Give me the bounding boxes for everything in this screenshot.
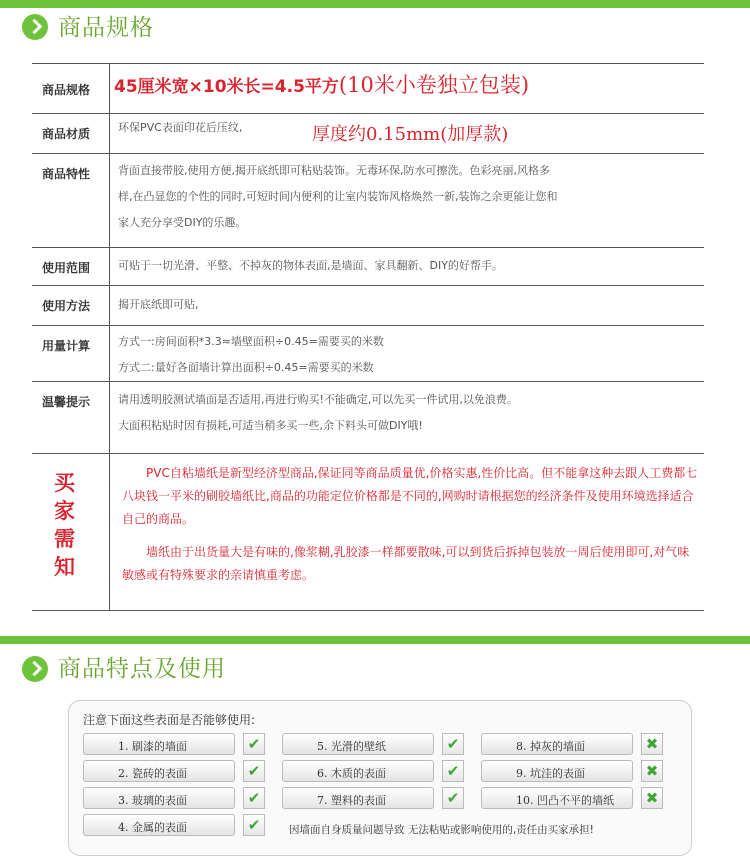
spec-table: [32, 63, 704, 611]
check-icon: ✔: [243, 814, 265, 836]
check-icon: ✔: [243, 787, 265, 809]
usage-item-label: 4. 金属的表面: [83, 814, 235, 836]
section-title: 商品特点及使用: [58, 656, 226, 682]
usage-item-label: 9. 坑洼的表面: [481, 760, 633, 782]
usage-box: [68, 700, 692, 856]
chevron-right-icon: [22, 656, 48, 682]
check-icon: ✔: [243, 733, 265, 755]
usage-item-label: 2. 瓷砖的表面: [83, 760, 235, 782]
section-header-spec: [0, 0, 750, 44]
row-label: 用量计算: [32, 326, 110, 381]
notice-paragraph: 墙纸由于出货量大是有味的,像浆糊,乳胶漆一样都要散味,可以到货后拆掉包装放一周后使用即可,对气味敏感或有特殊要求的亲请慎重考虑。: [122, 545, 690, 582]
header-bar: [0, 0, 750, 8]
row-label: 商品材质: [32, 114, 110, 153]
check-icon: ✔: [442, 760, 464, 782]
row-range: [32, 248, 704, 286]
row-content: [110, 64, 704, 102]
row-content: [110, 114, 704, 145]
usage-item-label: 6. 木质的表面: [282, 760, 434, 782]
notice-title: 买家需知: [54, 471, 75, 579]
tips-line: 请用透明胶测试墙面是否适用,再进行购买!不能确定,可以先买一件试用,以免浪费。: [118, 393, 518, 406]
usage-item-label: 3. 玻璃的表面: [83, 787, 235, 809]
check-icon: ✔: [442, 733, 464, 755]
section-header-usage: [0, 636, 750, 680]
row-spec: [32, 64, 704, 114]
cross-icon: ✖: [641, 733, 663, 755]
row-feature: [32, 154, 704, 248]
thickness-text: 厚度约0.15mm(加厚款): [312, 124, 509, 145]
usage-item-label: 5. 光滑的壁纸: [282, 733, 434, 755]
row-content: [110, 454, 704, 587]
row-calc: [32, 326, 704, 382]
pack-text: (10米小卷独立包装): [338, 73, 530, 97]
chevron-right-icon: [22, 14, 48, 40]
row-label: 商品规格: [32, 64, 110, 113]
usage-title: 注意下面这些表面是否能够使用:: [83, 713, 256, 727]
row-tips: [32, 382, 704, 454]
usage-item-label: 10. 凹凸不平的墙纸: [481, 787, 633, 809]
feature-line: 样,在凸显您的个性的同时,可短时间内便利的让室内装饰风格焕然一新,装饰之余更能让您和: [118, 190, 558, 203]
row-label: 使用方法: [32, 286, 110, 325]
cross-icon: ✖: [641, 760, 663, 782]
row-content: [110, 154, 704, 236]
row-content: [110, 382, 704, 439]
row-notice: [32, 454, 704, 611]
notice-label-cell: [32, 454, 110, 610]
notice-paragraph: PVC自粘墙纸是新型经济型商品,保证同等商品质量优,价格实惠,性价比高。但不能拿这种去跟人工费都七八块钱一平米的刷胶墙纸比,商品的功能定位价格都是不同的,网购时请根据您的经济条件及使用环境选择适合自己的商品。: [122, 466, 698, 526]
row-label: 商品特性: [32, 154, 110, 247]
usage-item-label: 8. 掉灰的墙面: [481, 733, 633, 755]
tips-line: 大面积粘贴时因有损耗,可适当稍多买一些,余下料头可做DIY哦!: [118, 419, 423, 432]
check-icon: ✔: [243, 760, 265, 782]
usage-item-label: 1. 刷漆的墙面: [83, 733, 235, 755]
row-content: 揭开底纸即可贴,: [118, 298, 199, 311]
section-title: 商品规格: [58, 15, 154, 41]
row-label: 使用范围: [32, 248, 110, 285]
usage-note: 因墙面自身质量问题导致 无法粘贴或影响使用的,责任由买家承担!: [289, 824, 594, 836]
check-icon: ✔: [442, 787, 464, 809]
row-label: 温馨提示: [32, 382, 110, 453]
row-method: [32, 286, 704, 326]
header-bar: [0, 636, 750, 644]
cross-icon: ✖: [641, 787, 663, 809]
usage-item-label: 7. 塑料的表面: [282, 787, 434, 809]
calc-line: 方式一:房间面积*3.3≈墙壁面积÷0.45=需要买的米数: [118, 335, 384, 348]
feature-line: 家人充分享受DIY的乐趣。: [118, 216, 247, 229]
material-text: 环保PVC表面印花后压纹,: [118, 121, 243, 134]
row-material: [32, 114, 704, 154]
calc-line: 方式二:量好各面墙计算出面积÷0.45=需要买的米数: [118, 361, 374, 374]
size-text: 45厘米宽×10米长=4.5平方: [114, 77, 339, 97]
feature-line: 背面直接带胶,使用方便,揭开底纸即可粘贴装饰。无毒环保,防水可擦洗。色彩亮丽,风格多: [118, 164, 550, 177]
row-content: 可贴于一切光滑、平整、不掉灰的物体表面,是墙面、家具翻新、DIY的好帮手。: [118, 259, 503, 272]
row-content: [110, 326, 704, 381]
